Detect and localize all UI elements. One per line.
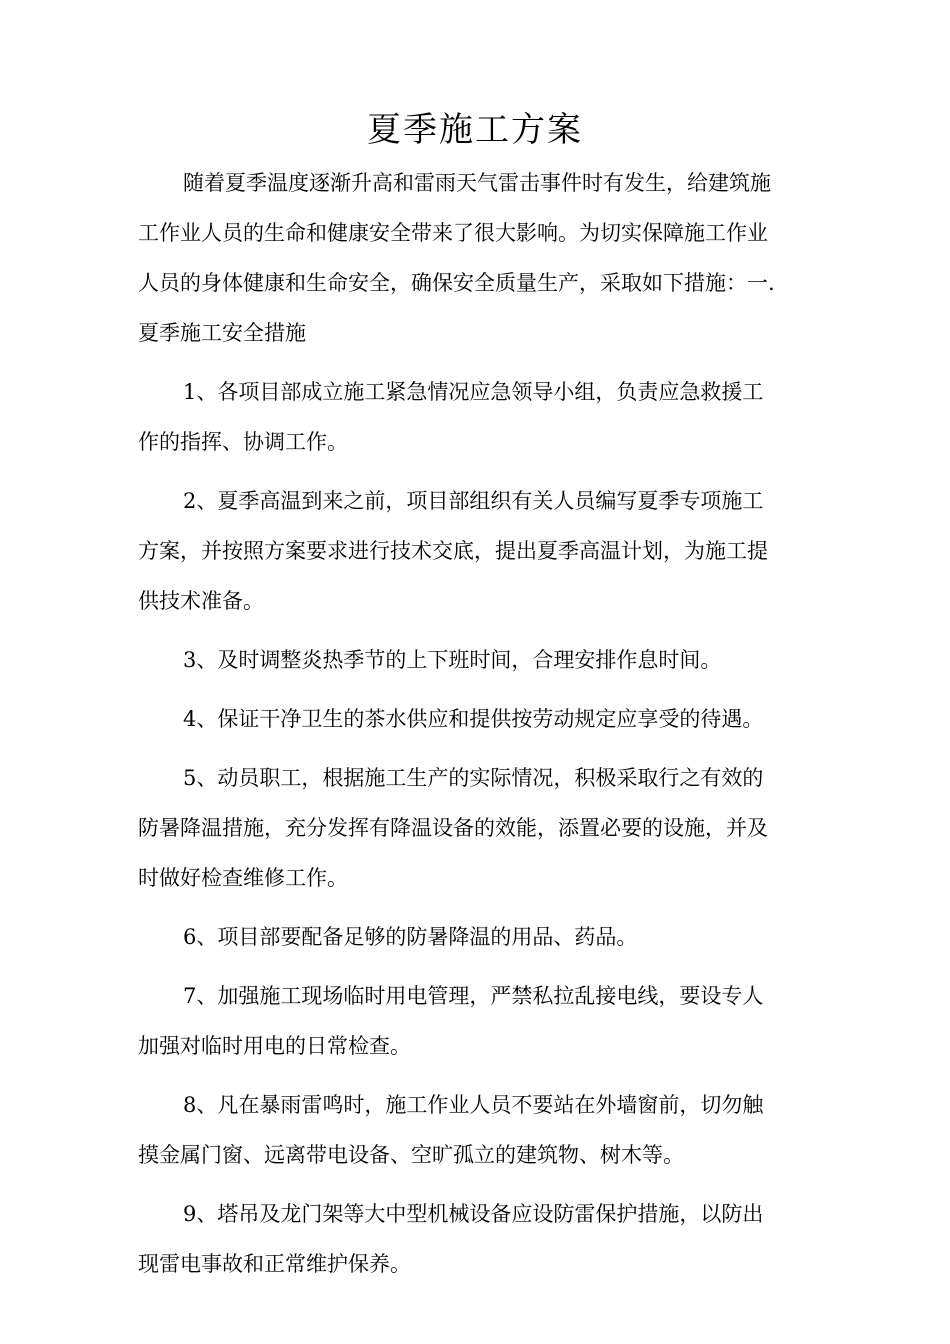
paragraph-line: 加强对临时用电的日常检查。 (138, 1034, 411, 1058)
paragraph-line: 供技术准备。 (138, 589, 264, 613)
paragraph-line: 5、动员职工，根据施工生产的实际情况，积极采取行之有效的 (183, 766, 764, 790)
paragraph-line: 现雷电事故和正常维护保养。 (138, 1252, 411, 1276)
paragraph-line: 摸金属门窗、远离带电设备、空旷孤立的建筑物、树木等。 (138, 1143, 684, 1167)
paragraph-line: 方案，并按照方案要求进行技术交底，提出夏季高温计划，为施工提 (138, 539, 768, 563)
measure-item-9 (138, 1189, 818, 1289)
intro-paragraph (138, 158, 818, 358)
measure-item-8 (138, 1080, 818, 1180)
paragraph-line: 6、项目部要配备足够的防暑降温的用品、药品。 (183, 925, 638, 949)
measure-item-7 (138, 971, 818, 1071)
paragraph-line: 人员的身体健康和生命安全，确保安全质量生产，采取如下措施：一. (138, 271, 775, 295)
paragraph-line: 随着夏季温度逐渐升高和雷雨天气雷击事件时有发生，给建筑施 (183, 171, 771, 195)
paragraph-line: 9、塔吊及龙门架等大中型机械设备应设防雷保护措施，以防出 (183, 1202, 764, 1226)
paragraph-line: 工作业人员的生命和健康安全带来了很大影响。为切实保障施工作业 (138, 221, 768, 245)
paragraph-line: 2、夏季高温到来之前，项目部组织有关人员编写夏季专项施工 (183, 489, 764, 513)
measure-item-4 (138, 694, 818, 744)
measure-item-6 (138, 912, 818, 962)
paragraph-line: 作的指挥、协调工作。 (138, 430, 348, 454)
paragraph-line: 4、保证干净卫生的茶水供应和提供按劳动规定应享受的待遇。 (183, 707, 764, 731)
paragraph-line: 1、各项目部成立施工紧急情况应急领导小组，负责应急救援工 (183, 380, 764, 404)
measure-item-3 (138, 635, 818, 685)
document-body (138, 158, 818, 1298)
paragraph-line: 夏季施工安全措施 (138, 321, 306, 345)
paragraph-line: 8、凡在暴雨雷鸣时，施工作业人员不要站在外墙窗前，切勿触 (183, 1093, 764, 1117)
paragraph-line: 3、及时调整炎热季节的上下班时间，合理安排作息时间。 (183, 648, 722, 672)
paragraph-line: 时做好检查维修工作。 (138, 866, 348, 890)
measure-item-2 (138, 476, 818, 626)
paragraph-line: 7、加强施工现场临时用电管理，严禁私拉乱接电线，要设专人 (183, 984, 764, 1008)
document-title: 夏季施工方案 (367, 110, 583, 150)
measure-item-5 (138, 753, 818, 903)
measure-item-1 (138, 367, 818, 467)
paragraph-line: 防暑降温措施，充分发挥有降温设备的效能，添置必要的设施，并及 (138, 816, 768, 840)
